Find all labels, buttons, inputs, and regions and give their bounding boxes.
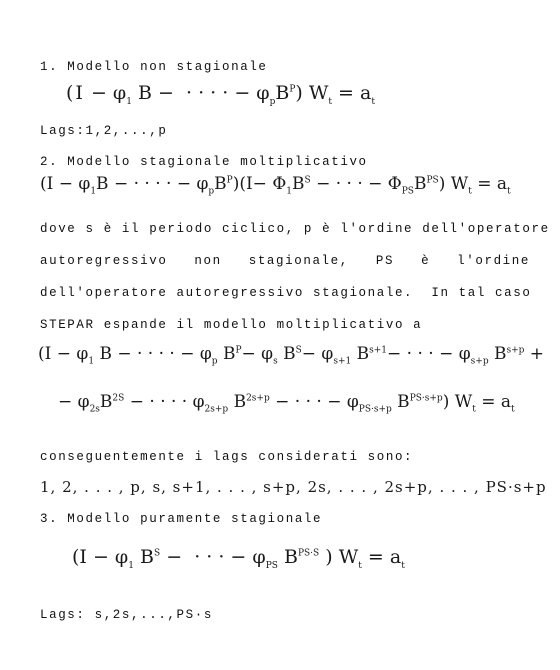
word: l'ordine [457, 254, 530, 268]
word: PS [375, 254, 395, 268]
section3-equation: ($I - \varphi_1$ $B^S$ − · · · − $\varphi_{PS}$ $B^{PS\cdot S}$ ) $W_t = a_t$ [72, 546, 405, 571]
section2-expanded-line1: ($I - \varphi_1$ B − · · · · − $\varphi_p$ $B^P- \varphi_s$ $B^S- \varphi_{s+1}$ $B^{s+1}-$ · · · − $\varphi_{s+p}$ $B^{s+p}$ + [38, 344, 545, 367]
section2-lags-list: 1, 2, . . . , p, s, s+1, . . . , s+p, 2s, . . . , 2s+p, . . . , PS·s+p [40, 478, 547, 496]
word: stagionale, [248, 254, 349, 268]
section1-heading: 1. Modello non stagionale [40, 60, 268, 74]
section3-heading: 3. Modello puramente stagionale [40, 512, 323, 526]
section2-paragraph-line3: dell'operatore autoregressivo stagionale. In tal caso [40, 286, 532, 300]
section1-equation: ( $I - \varphi_1$ B − · · · · − $\varphi_pB^P$) $W_t = a_t$ [66, 82, 375, 107]
section2-paragraph-line1: dove s è il periodo ciclico, p è l'ordine dell'operatore [40, 222, 550, 236]
word: autoregressivo [40, 254, 168, 268]
section3-lags: Lags: s,2s,...,PS·s [40, 608, 213, 622]
section2-paragraph-line4: STEPAR espande il modello moltiplicativo a [40, 318, 423, 332]
section2-expanded-line2: − $\varphi_{2s}B^{2S}$ − · · · · $\varphi_{2s+p}$ $B^{2s+p}$ − · · · − $\varphi_{PS\cdot s+p}$ $B^{PS\cdot s+p}$) $W_t = a_t$ [58, 392, 515, 415]
section2-equation: ($I - \varphi_1B$ − · · · · − $\varphi_pB^P)(I- \Phi_1B^S$ − · · · − $\Phi_{PS}B^{PS}$) $W_t = a_t$ [40, 174, 511, 197]
section2-conseq: conseguentemente i lags considerati sono: [40, 450, 414, 464]
word: è [421, 254, 431, 268]
section2-heading: 2. Modello stagionale moltiplicativo [40, 155, 368, 169]
section2-paragraph-line2 [40, 254, 530, 268]
word: non [194, 254, 222, 268]
section1-lags: Lags:1,2,...,p [40, 124, 168, 138]
